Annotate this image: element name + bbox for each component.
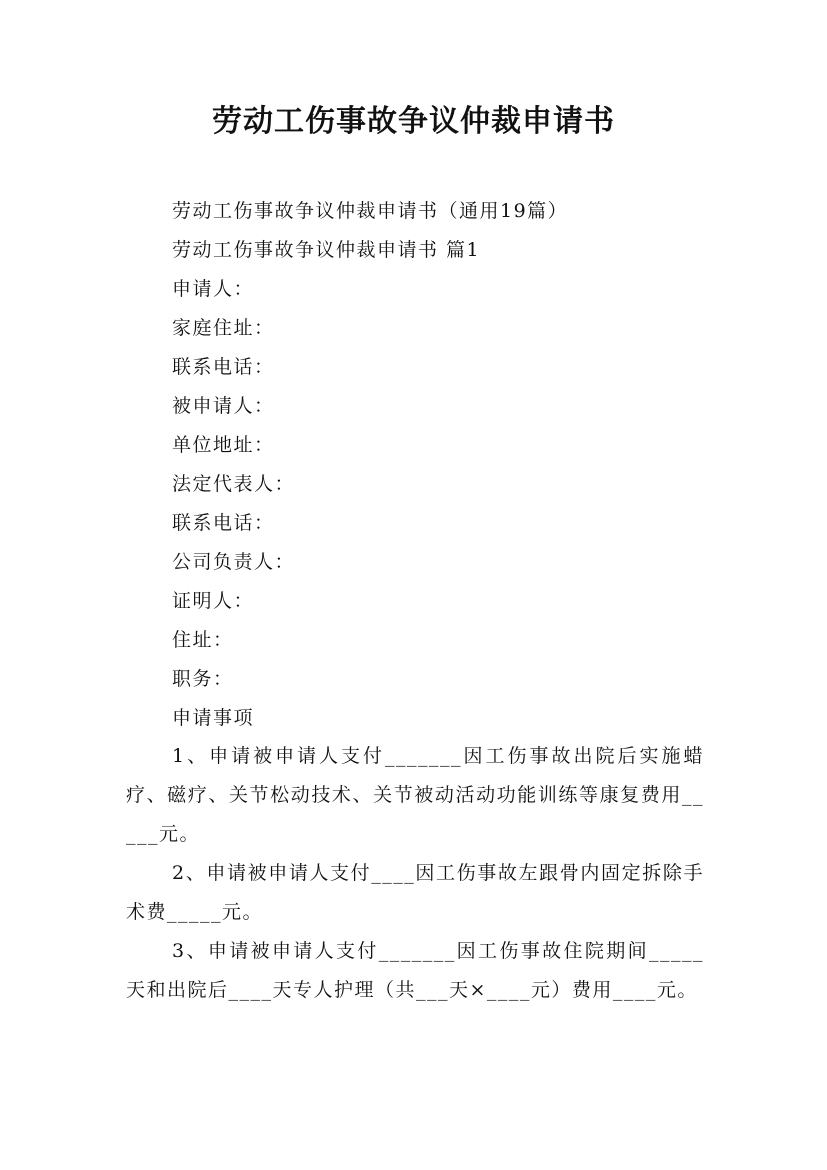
field-unit-address: 单位地址： — [172, 434, 275, 456]
claim-item-3: 3、申请被申请人支付_______因工伤事故住院期间_____天和出院后____天专人护理（共___天×____元）费用____元。 — [126, 940, 704, 1001]
claim-item-2: 2、申请被申请人支付____因工伤事故左跟骨内固定拆除手术费_____元。 — [126, 862, 704, 923]
field-applicant: 申请人： — [172, 278, 255, 300]
claim-item-1: 1、申请被申请人支付_______因工伤事故出院后实施蜡疗、磁疗、关节松动技术、关节被动活动功能训练等康复费用_____元。 — [126, 745, 704, 845]
field-contact-phone: 联系电话： — [172, 356, 275, 378]
field-home-address: 家庭住址： — [172, 317, 275, 339]
document-title: 劳动工伤事故争议仲裁申请书 — [212, 104, 615, 139]
document-subtitle: 劳动工伤事故争议仲裁申请书（通用19篇） — [172, 200, 569, 222]
field-witness: 证明人： — [172, 590, 255, 612]
field-position: 职务： — [172, 668, 234, 690]
section-heading: 劳动工伤事故争议仲裁申请书 篇1 — [172, 239, 481, 261]
field-contact-phone-2: 联系电话： — [172, 512, 275, 534]
claims-heading: 申请事项 — [172, 707, 255, 729]
field-address: 住址： — [172, 629, 234, 651]
field-respondent: 被申请人： — [172, 395, 275, 417]
field-legal-representative: 法定代表人： — [172, 473, 296, 495]
field-company-head: 公司负责人： — [172, 551, 296, 573]
